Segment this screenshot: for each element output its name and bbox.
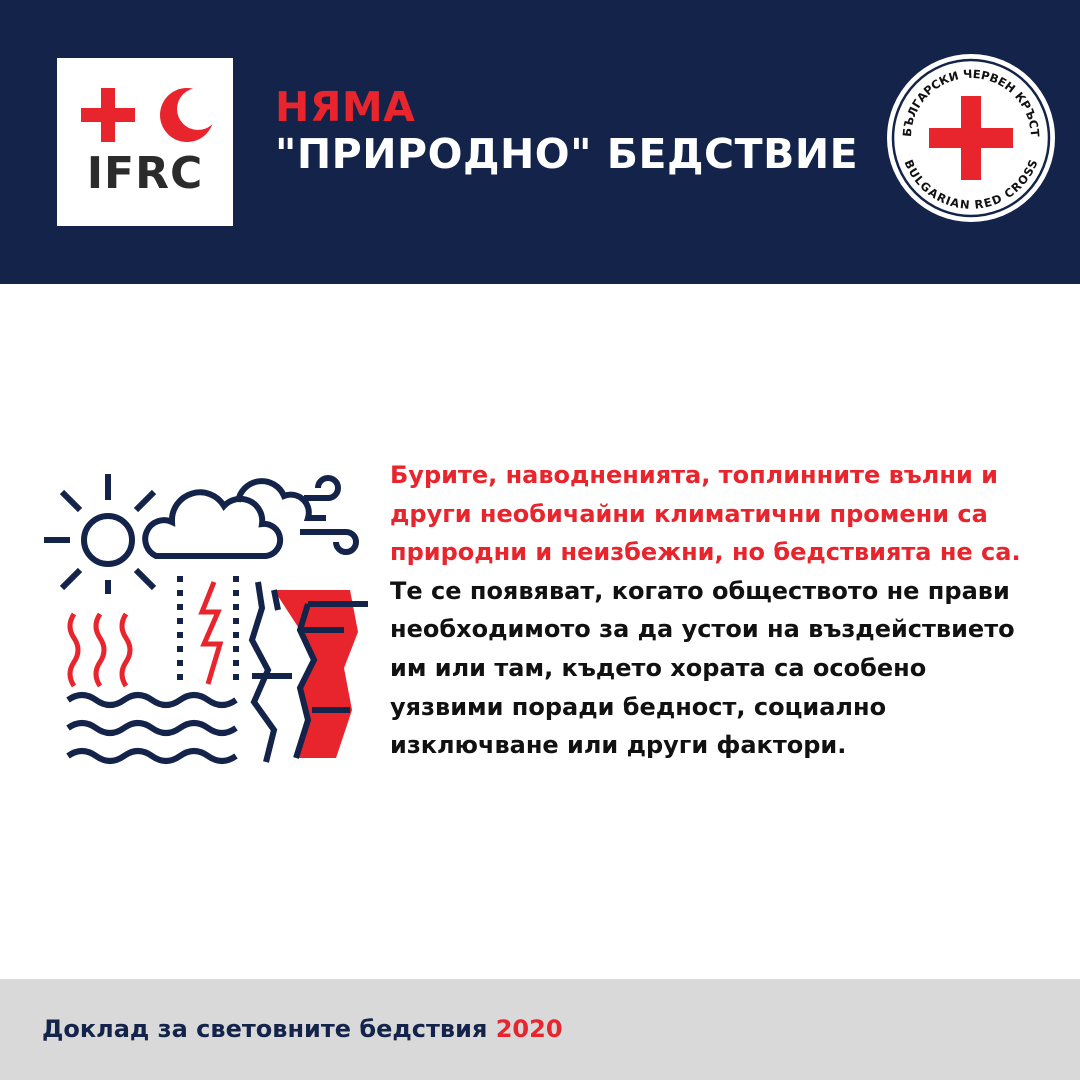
title-line-2: "ПРИРОДНО" БЕДСТВИЕ — [275, 130, 859, 178]
footer-year: 2020 — [495, 1015, 563, 1043]
highlight-line: Бурите, наводненията, топлинните вълни и — [390, 461, 998, 489]
footer-text — [42, 1015, 563, 1043]
red-cross-icon — [81, 88, 135, 142]
lightning-icon — [202, 582, 220, 684]
body-text — [390, 456, 1050, 765]
sun-icon — [44, 474, 154, 594]
cloud-icon — [145, 492, 280, 556]
ifrc-logo — [57, 58, 233, 226]
brc-logo-text-bottom: BULGARIAN RED CROSS — [901, 157, 1041, 212]
footer-report-title: Доклад за световните бедствия — [42, 1015, 488, 1043]
highlight-line: природни и неизбежни, но бедствията не са. — [390, 538, 1021, 567]
page-title — [275, 84, 858, 178]
body-line: Те се появяват, когато обществото не прави — [390, 576, 1010, 605]
ifrc-emblem — [57, 58, 233, 226]
heat-waves-icon — [70, 614, 130, 686]
bulgarian-red-cross-logo — [885, 52, 1057, 224]
title-line-1: НЯМА — [275, 83, 416, 131]
body-line: им или там, където хората са особено — [390, 653, 927, 682]
water-waves-icon — [68, 695, 236, 761]
body-line: необходимото за да устои на въздействието — [390, 615, 1015, 644]
ifrc-logo-text: IFRC — [86, 148, 204, 199]
red-crescent-icon — [160, 88, 219, 142]
header-banner — [0, 0, 1080, 284]
brc-logo-text-top: БЪЛГАРСКИ ЧЕРВЕН КРЪСТ — [899, 66, 1043, 138]
weather-disaster-icon — [38, 462, 378, 782]
body-line: изключване или други фактори. — [390, 731, 847, 760]
highlight-line: други необичайни климатични промени са — [390, 499, 988, 528]
body-line: уязвими поради бедност, социално — [390, 692, 887, 721]
